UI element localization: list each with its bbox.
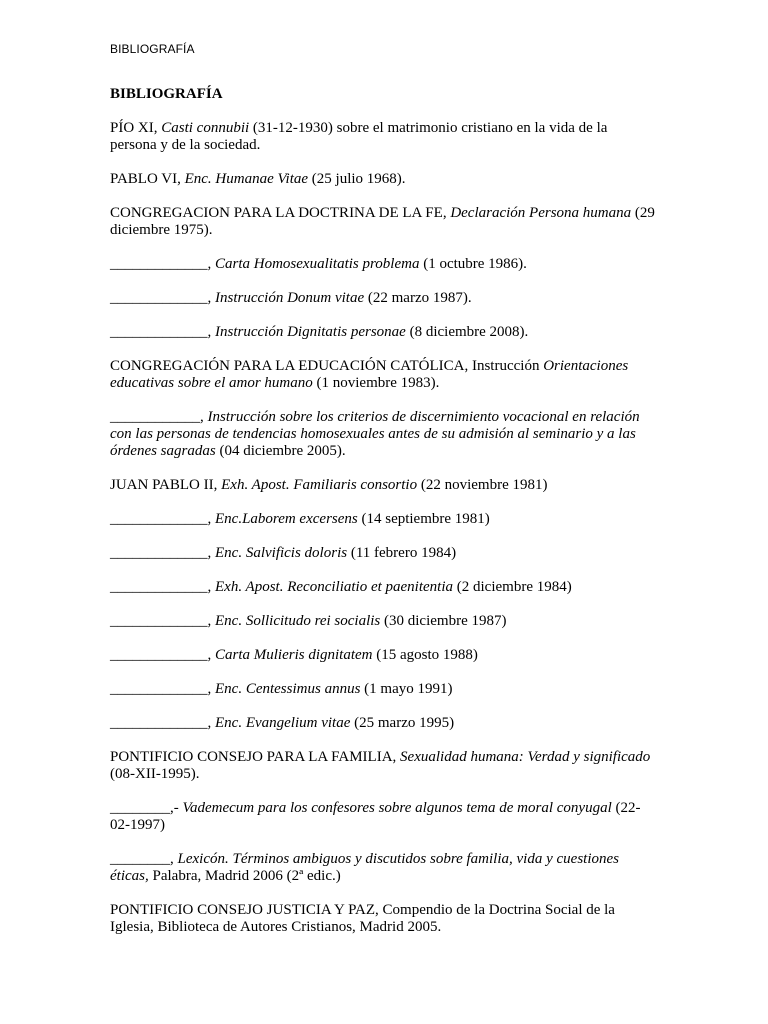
bibliography-entry [110, 613, 655, 630]
entry-text: (29 diciembre 1975). [110, 205, 655, 238]
bibliography-entry [110, 681, 655, 698]
bibliography-entry [110, 851, 655, 885]
entry-text: (1 octubre 1986). [419, 256, 527, 272]
document-body [110, 86, 655, 953]
entry-text: (11 febrero 1984) [347, 545, 457, 561]
entry-title-italic: Enc.Laborem excersens [215, 511, 358, 527]
entry-text: _____________, [110, 290, 215, 306]
bibliography-entry [110, 715, 655, 732]
entry-text: PABLO VI, [110, 171, 185, 187]
entry-title-italic: Instrucción Dignitatis personae [215, 324, 406, 340]
entry-text: (1 mayo 1991) [360, 681, 453, 697]
entry-text: (31-12-1930) sobre el matrimonio cristiano en la vida de la persona y de la sociedad. [110, 120, 608, 153]
entry-text: (15 agosto 1988) [372, 647, 478, 663]
entry-title-italic: Enc. Salvificis doloris [215, 545, 348, 561]
entry-text: (22-02-1997) [110, 800, 641, 833]
entry-title-italic: Declaración Persona humana [450, 205, 632, 221]
entry-text: (14 septiembre 1981) [357, 511, 490, 527]
entry-text: (2 diciembre 1984) [453, 579, 572, 595]
bibliography-entry [110, 120, 655, 154]
entry-title-italic: Enc. Humanae Vitae [184, 171, 309, 187]
entry-title-italic: Enc. Sollicitudo rei socialis [215, 613, 381, 629]
entry-text: (22 noviembre 1981) [417, 477, 548, 493]
bibliography-entry [110, 749, 655, 783]
entry-title-italic: Enc. Centessimus annus [215, 681, 361, 697]
entry-text: (22 marzo 1987). [364, 290, 472, 306]
entry-text: (30 diciembre 1987) [380, 613, 507, 629]
entry-text: ____________, [110, 409, 208, 425]
entry-text: _____________, [110, 715, 215, 731]
entry-title-italic: Orientaciones educativas sobre el amor humano [110, 358, 629, 391]
entry-text: (25 marzo 1995) [350, 715, 455, 731]
entry-text: (25 julio 1968). [308, 171, 406, 187]
entry-title-italic: Vademecum para los confesores sobre algunos tema de moral conyugal [182, 800, 612, 816]
bibliography-entry [110, 800, 655, 834]
bibliography-entry [110, 324, 655, 341]
entry-text: CONGREGACION PARA LA DOCTRINA DE LA FE, [110, 205, 451, 221]
bibliography-entry [110, 409, 655, 460]
entry-text: (04 diciembre 2005). [215, 443, 346, 459]
entry-title-italic: Casti connubii [161, 120, 250, 136]
entry-text: _____________, [110, 511, 215, 527]
entry-title-italic: Sexualidad humana: Verdad y significado [400, 749, 651, 765]
entry-text: _____________, [110, 256, 215, 272]
bibliography-entry [110, 477, 655, 494]
entry-title-italic: Instrucción sobre los criterios de discernimiento vocacional en relación con las personas de tendencias homosexuales antes de su admisión al seminario y a las órdenes sagradas [110, 409, 640, 459]
bibliography-entry [110, 171, 655, 188]
entry-title-italic: Carta Homosexualitatis problema [215, 256, 420, 272]
entry-text: PONTIFICIO CONSEJO PARA LA FAMILIA, [110, 749, 401, 765]
entry-text: _____________, [110, 681, 215, 697]
entry-text: Palabra, Madrid 2006 (2ª edic.) [148, 868, 341, 884]
bibliography-entry [110, 358, 655, 392]
entry-text: ________,- [110, 800, 183, 816]
bibliography-list [110, 120, 655, 936]
bibliography-entry [110, 290, 655, 307]
entry-text: ________, [110, 851, 178, 867]
bibliography-entry [110, 647, 655, 664]
bibliography-entry [110, 511, 655, 528]
entry-title-italic: Lexicón. Términos ambiguos y discutidos sobre familia, vida y cuestiones éticas, [110, 851, 619, 884]
entry-title-italic: Carta Mulieris dignitatem [215, 647, 373, 663]
entry-text: _____________, [110, 613, 215, 629]
entry-title-italic: Exh. Apost. Familiaris consortio [221, 477, 418, 493]
entry-text: _____________, [110, 324, 215, 340]
entry-title-italic: Enc. Evangelium vitae [215, 715, 351, 731]
entry-text: CONGREGACIÓN PARA LA EDUCACIÓN CATÓLICA, Instrucción [110, 358, 544, 374]
entry-text: PÍO XI, [110, 120, 162, 136]
entry-text: (8 diciembre 2008). [405, 324, 529, 340]
entry-text: (1 noviembre 1983). [312, 375, 440, 391]
entry-text: JUAN PABLO II, [110, 477, 222, 493]
bibliography-entry [110, 256, 655, 273]
bibliography-entry [110, 902, 655, 936]
entry-text: _____________, [110, 579, 215, 595]
entry-title-italic: Exh. Apost. Reconciliatio et paenitentia [215, 579, 454, 595]
running-header: BIBLIOGRAFÍA [110, 42, 195, 56]
bibliography-entry [110, 205, 655, 239]
entry-text: _____________, [110, 647, 215, 663]
page-title: BIBLIOGRAFÍA [110, 86, 223, 102]
bibliography-entry [110, 545, 655, 562]
bibliography-entry [110, 579, 655, 596]
entry-text: _____________, [110, 545, 215, 561]
entry-text: PONTIFICIO CONSEJO JUSTICIA Y PAZ, Compendio de la Doctrina Social de la Iglesia, Biblioteca de Autores Cristianos, Madrid 2005. [110, 902, 615, 935]
entry-title-italic: Instrucción Donum vitae [215, 290, 365, 306]
entry-text: (08-XII-1995). [110, 766, 200, 782]
